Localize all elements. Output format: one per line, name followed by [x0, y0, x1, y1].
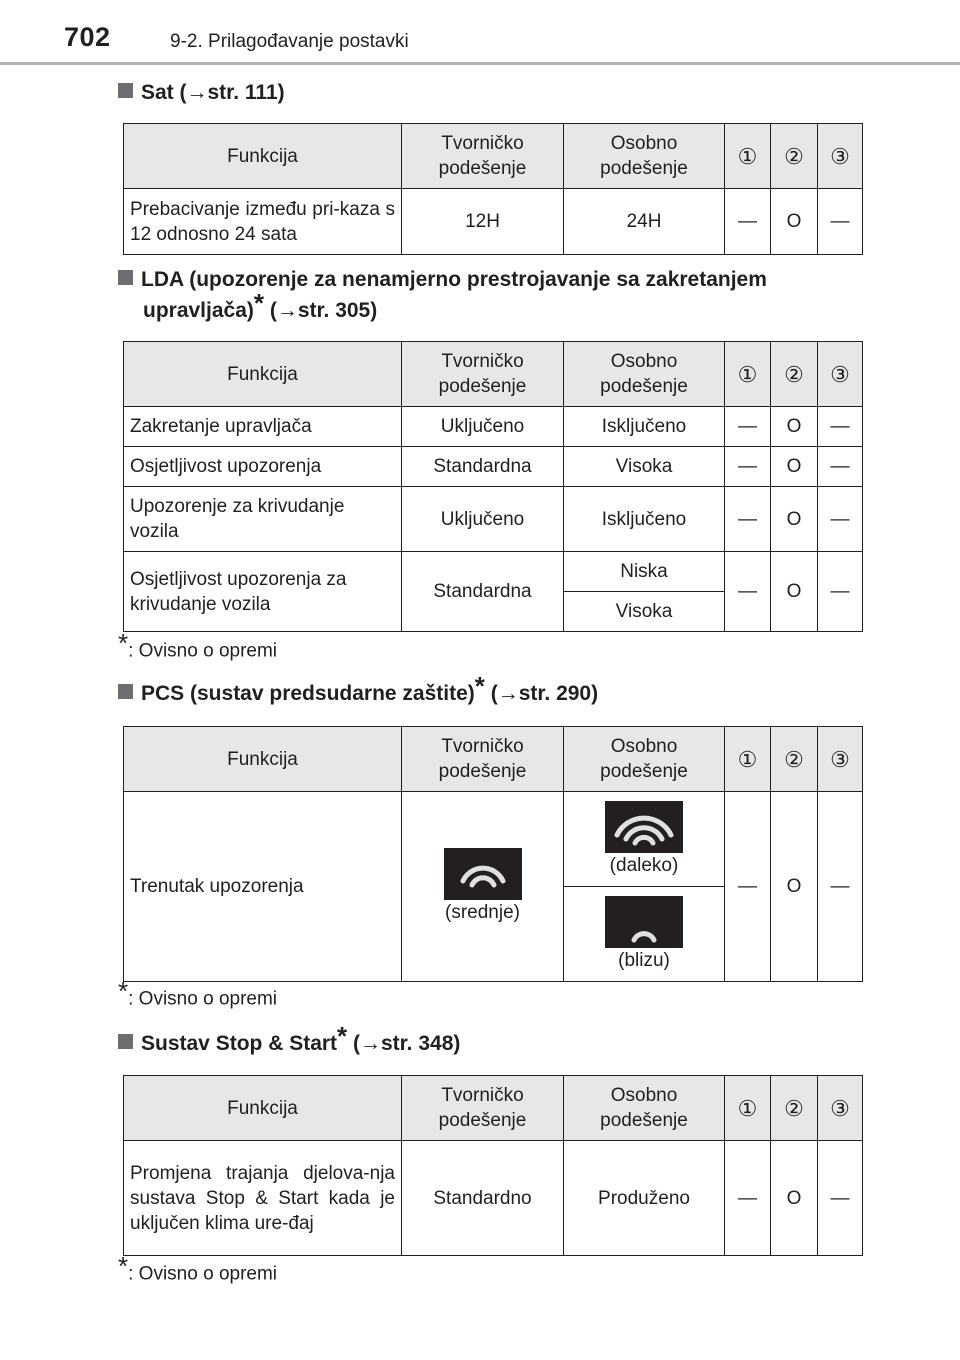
cell-mark-1: — [725, 792, 771, 982]
cell-mark-3: — [818, 1141, 863, 1256]
cell-mark-1: — [725, 1141, 771, 1256]
cell-factory: Uključeno [402, 487, 564, 552]
cell-mark-2: O [771, 189, 818, 255]
footnote: *: Ovisno o opremi [118, 1251, 278, 1285]
col-header-3: ③ [818, 124, 863, 189]
cell-custom-a: Niska [564, 552, 725, 592]
table-header-row [124, 342, 863, 407]
pcs-timing-middle-icon [444, 848, 522, 900]
table-row [124, 552, 863, 592]
caption-far: (daleko) [609, 854, 679, 876]
cell-custom: Produženo [564, 1141, 725, 1256]
table-pcs [123, 726, 863, 982]
col-header-custom: Osobno podešenje [564, 124, 725, 189]
col-header-2: ② [771, 1076, 818, 1141]
table-row [124, 792, 863, 887]
col-header-3: ③ [818, 1076, 863, 1141]
col-header-custom: Osobno podešenje [564, 727, 725, 792]
table-row [124, 189, 863, 255]
footnote: *: Ovisno o opremi [118, 628, 278, 662]
cell-mark-3: — [818, 407, 863, 447]
bullet-square-icon [118, 83, 133, 98]
cell-function: Upozorenje za krivudanje vozila [124, 487, 402, 552]
table-header-row [124, 727, 863, 792]
col-header-2: ② [771, 124, 818, 189]
cell-mark-3: — [818, 552, 863, 632]
cell-mark-3: — [818, 189, 863, 255]
bullet-square-icon [118, 684, 133, 699]
col-header-1: ① [725, 727, 771, 792]
col-header-custom: Osobno podešenje [564, 342, 725, 407]
col-header-1: ① [725, 342, 771, 407]
page-number: 702 [64, 22, 111, 52]
cell-mark-1: — [725, 189, 771, 255]
cell-mark-3: — [818, 447, 863, 487]
table-row [124, 487, 863, 552]
cell-mark-1: — [725, 447, 771, 487]
caption-near: (blizu) [618, 949, 670, 971]
footnote: *: Ovisno o opremi [118, 976, 278, 1010]
col-header-function: Funkcija [124, 342, 402, 407]
section-title-stop-start: Sustav Stop & Start* (→str. 348) [118, 1028, 460, 1059]
table-lda [123, 341, 863, 632]
table-sat [123, 123, 863, 255]
cell-factory: 12H [402, 189, 564, 255]
cell-custom-b [564, 887, 725, 982]
page-header [0, 0, 960, 66]
col-header-3: ③ [818, 342, 863, 407]
col-header-1: ① [725, 1076, 771, 1141]
section-title-sat: Sat (→str. 111) [118, 77, 285, 108]
col-header-factory: Tvorničko podešenje [402, 342, 564, 407]
cell-factory: Standardno [402, 1141, 564, 1256]
table-stop-start [123, 1075, 863, 1256]
cell-function: Osjetljivost upozorenja [124, 447, 402, 487]
table-row [124, 447, 863, 487]
table-row [124, 1141, 863, 1256]
cell-function: Trenutak upozorenja [124, 792, 402, 982]
cell-function: Prebacivanje između pri-kaza s 12 odnosno 24 sata [124, 189, 402, 255]
chapter-title: 9-2. Prilagođavanje postavki [170, 31, 409, 52]
col-header-2: ② [771, 342, 818, 407]
cell-mark-3: — [818, 792, 863, 982]
cell-factory: Uključeno [402, 407, 564, 447]
col-header-factory: Tvorničko podešenje [402, 1076, 564, 1141]
cell-mark-1: — [725, 407, 771, 447]
cell-mark-2: O [771, 552, 818, 632]
table-row [124, 407, 863, 447]
cell-mark-2: O [771, 447, 818, 487]
col-header-3: ③ [818, 727, 863, 792]
cell-mark-2: O [771, 1141, 818, 1256]
cell-mark-2: O [771, 407, 818, 447]
col-header-custom: Osobno podešenje [564, 1076, 725, 1141]
table-header-row [124, 124, 863, 189]
cell-custom: Visoka [564, 447, 725, 487]
cell-function: Zakretanje upravljača [124, 407, 402, 447]
section-title-pcs: PCS (sustav predsudarne zaštite)* (→str. 290) [118, 678, 598, 709]
col-header-factory: Tvorničko podešenje [402, 124, 564, 189]
table-header-row [124, 1076, 863, 1141]
cell-custom-b: Visoka [564, 592, 725, 632]
bullet-square-icon [118, 1034, 133, 1049]
col-header-1: ① [725, 124, 771, 189]
cell-factory: Standardna [402, 447, 564, 487]
cell-custom-a [564, 792, 725, 887]
pcs-timing-near-icon [605, 896, 683, 948]
caption-middle: (srednje) [445, 902, 520, 923]
header-divider [0, 62, 960, 65]
bullet-square-icon [118, 270, 133, 285]
col-header-factory: Tvorničko podešenje [402, 727, 564, 792]
cell-custom: Isključeno [564, 487, 725, 552]
cell-function: Promjena trajanja djelova-nja sustava Stop & Start kada je uključen klima ure-đaj [124, 1141, 402, 1256]
col-header-function: Funkcija [124, 1076, 402, 1141]
col-header-2: ② [771, 727, 818, 792]
cell-mark-2: O [771, 792, 818, 982]
col-header-function: Funkcija [124, 727, 402, 792]
cell-mark-1: — [725, 552, 771, 632]
section-title-lda: LDA (upozorenje za nenamjerno prestrojavanje sa zakretanjem upravljača)* (→str. 305) [118, 264, 767, 326]
cell-mark-2: O [771, 487, 818, 552]
cell-custom: Isključeno [564, 407, 725, 447]
cell-mark-1: — [725, 487, 771, 552]
pcs-timing-far-icon [605, 801, 683, 853]
cell-custom: 24H [564, 189, 725, 255]
cell-mark-3: — [818, 487, 863, 552]
cell-function: Osjetljivost upozorenja za krivudanje vozila [124, 552, 402, 632]
col-header-function: Funkcija [124, 124, 402, 189]
cell-factory [402, 792, 564, 982]
cell-factory: Standardna [402, 552, 564, 632]
